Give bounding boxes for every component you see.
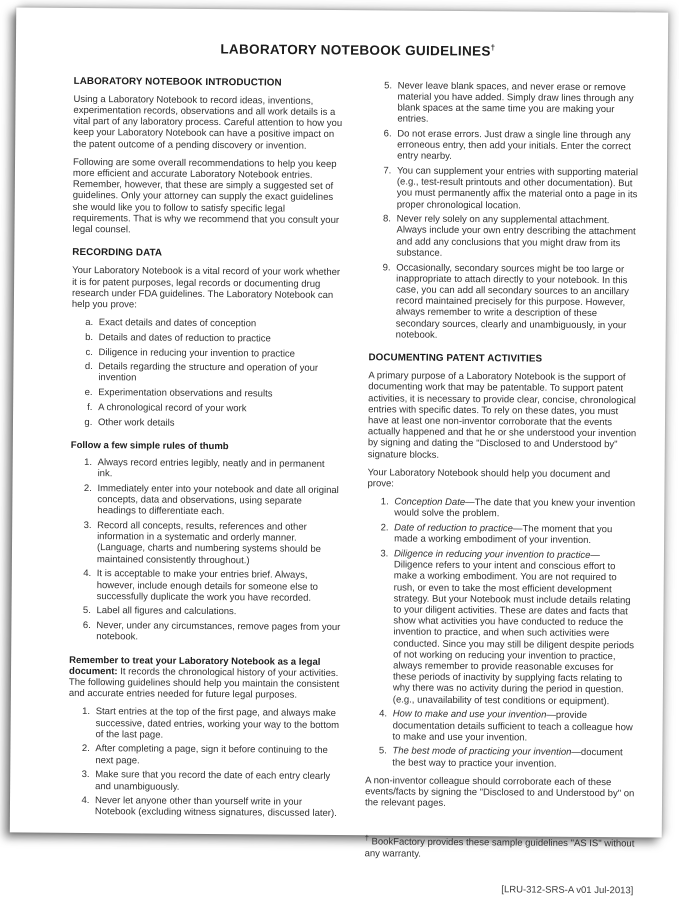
list-item: 2. Immediately enter into your notebook and date all original concepts, data and observations, using separate headings to differentiate each. (94, 483, 341, 519)
footnote (365, 833, 636, 862)
list-item: 8. Never rely solely on any supplemental attachment. Always include your own entry describing the attachment and add any conclusions that you might draw from its substance. (393, 214, 640, 261)
list-item: e. Experimentation observations and results (95, 387, 342, 400)
list-item: 2. After completing a page, sign it before continuing to the next page. (92, 744, 339, 768)
intro-paragraph-2: Following are some overall recommendations to help you keep more efficient and accurate Laboratory Notebook entries. Remember, however, that these are simply a suggested set of guidelines. Only your attorney can supply the exact guidelines she would like you to follow to satisfy specific legal requirements. That is why we recommend that you consult your legal counsel. (72, 156, 340, 236)
list-item: 3. Record all concepts, results, references and other information in a systematic and orderly manner. (Language, charts and numbering systems should be maintained consistently throughout.) (94, 520, 341, 567)
patent-item-lead: Conception Date (394, 496, 466, 509)
patent-item-lead: How to make and use your invention (392, 708, 547, 721)
patent-paragraph-2: Your Laboratory Notebook should help you document and prove: (367, 467, 611, 490)
patent-item-rest: —The moment that you made a working embodiment of your invention. (394, 523, 613, 547)
title-dagger-mark: † (490, 43, 496, 53)
patent-paragraph-1: A primary purpose of a Laboratory Notebook is the support of documenting work that may be patentable. To support patent activities, it is necessary to provide clear, concise, chronological entries with specific dates. To rely on these dates, you must have at least one non-inventor corroborate that the events actually happened and that he or she understood your invention by signing and dating the "Disclosed to and Understood by" signature blocks. (367, 370, 637, 461)
list-item: 4. It is acceptable to make your entries brief. Always, however, include enough details for someone else to successfully duplicate the work you have recorded. (94, 568, 341, 604)
list-item: 5. Label all figures and calculations. (93, 605, 340, 618)
list-item (391, 497, 638, 521)
list-item: 6. Never, under any circumstances, remove pages from your notebook. (93, 620, 340, 644)
footnote-dagger-mark: † (364, 833, 369, 843)
patent-item-rest: —Diligence refers to your intent and conscious effort to make a working embodiment. You are not required to rush, or even to take the most efficient development strategy. But your Notebook must include details relating to your diligent activities. These are dates and facts that show what activities you have conducted to reduce the invention to practice, and when such activities were conducted. Since you may still be diligent despite periods of not working on reducing your invention to practice, always remember to provide reasonable excuses for these periods of inactivity by supplying facts relating to why there was no activity during the period in question. (e.g., unavailability of test conditions or equipment). (392, 549, 635, 707)
list-item (391, 523, 638, 547)
legal-document-rest: It records the chronological history of your activities. The following guidelines should help you maintain the consistent and accurate entries needed for future legal purposes. (68, 666, 340, 701)
heading-lab-notebook-introduction: LABORATORY NOTEBOOK INTRODUCTION (73, 75, 282, 89)
recording-data-list (71, 317, 343, 430)
list-item: g. Other work details (95, 417, 342, 430)
heading-documenting-patent-activities: DOCUMENTING PATENT ACTIVITIES (368, 352, 543, 365)
patent-item-lead: Diligence in reducing your invention to practice (393, 548, 591, 561)
heading-recording-data: RECORDING DATA (72, 247, 163, 259)
list-item: b. Details and dates of reduction to practice (96, 332, 343, 345)
list-item: 6. Do not erase errors. Just draw a single line through any erroneous entry, then add your initials. Enter the correct entry nearby. (394, 128, 641, 164)
document-title (74, 40, 642, 60)
list-item (389, 746, 636, 770)
patent-item-rest: —The date that you knew your invention would solve the problem. (394, 497, 636, 520)
patent-item-rest: —provide documentation details sufficient to teach a colleague how to make and use your invention. (392, 709, 633, 744)
list-item: 1. Start entries at the top of the first page, and always make successive, dated entries, working your way to the bottom of the last page. (92, 706, 339, 742)
document-code: [LRU-312-SRS-A v01 Jul-2013] (501, 884, 634, 897)
list-item: 5. Never leave blank spaces, and never erase or remove material you have added. Simply draw lines through any blank spaces at the same time you are making your entries. (394, 80, 641, 127)
list-item: d. Details regarding the structure and operation of your invention (95, 361, 342, 385)
rules-of-thumb-list-continued (369, 80, 642, 343)
patent-item-lead: The best mode of practicing your invention (392, 745, 572, 759)
footnote-text: BookFactory provides these sample guidelines "AS IS" without any warranty. (364, 836, 635, 860)
list-item: 7. You can supplement your entries with supporting material (e.g., test-result printouts and other documentation). But you must permanently affix the material onto a page in its proper chronological location. (394, 165, 641, 212)
patent-closing-paragraph: A non-inventor colleague should corroborate each of these events/facts by signing the "Disclosed to and Understood by" on the relevant pages. (364, 775, 635, 810)
list-item: c. Diligence in reducing your invention to practice (96, 347, 343, 360)
legal-document-paragraph (69, 654, 340, 701)
legal-document-lead: Remember to treat your Laboratory Notebook as a legal document: (68, 654, 321, 678)
left-column (67, 75, 344, 901)
list-item: f. A chronological record of your work (95, 402, 342, 415)
two-column-layout (67, 75, 641, 903)
right-column (364, 78, 641, 904)
patent-prove-list (365, 496, 638, 770)
intro-paragraph-1: Using a Laboratory Notebook to record ideas, inventions, experimentation records, observations and all work details is a vital part of any laboratory process. Careful attention to how you keep your Laboratory Notebook can have a positive impact on the patent outcome of a pending discovery or invention. (73, 93, 343, 152)
heading-rules-of-thumb: Follow a few simple rules of thumb (70, 439, 229, 452)
list-item (390, 548, 638, 707)
document-page (10, 7, 668, 897)
list-item: 1. Always record entries legibly, neatly and in permanent ink. (95, 457, 342, 481)
document-title-text: LABORATORY NOTEBOOK GUIDELINES (220, 41, 491, 59)
patent-item-rest: —document the best way to practice your invention. (392, 747, 623, 770)
list-item: a. Exact details and dates of conception (96, 317, 343, 330)
list-item (389, 709, 636, 745)
list-item: 3. Make sure that you record the date of each entry clearly and unambiguously. (92, 769, 339, 793)
list-item: 9. Occasionally, secondary sources might be too large or inappropriate to attach directly to your notebook. In this case, you can add all secondary sources to an ancillary record maintained precisely for this purpose. However, always remember to write a description of these secondary sources, clearly and unambiguously, in your notebook. (393, 262, 641, 342)
rules-of-thumb-list (69, 457, 341, 645)
page-content (9, 7, 668, 903)
recording-data-paragraph: Your Laboratory Notebook is a vital record of your work whether it is for patent purposes, legal records or documenting drug research under FDA guidelines. The Laboratory Notebook can help you prove: (71, 265, 341, 311)
patent-item-lead: Date of reduction to practice (394, 522, 514, 535)
list-item: 4. Never let anyone other than yourself write in your Notebook (excluding witness signatures, discussed later). (92, 795, 339, 819)
legal-document-list (68, 706, 340, 819)
